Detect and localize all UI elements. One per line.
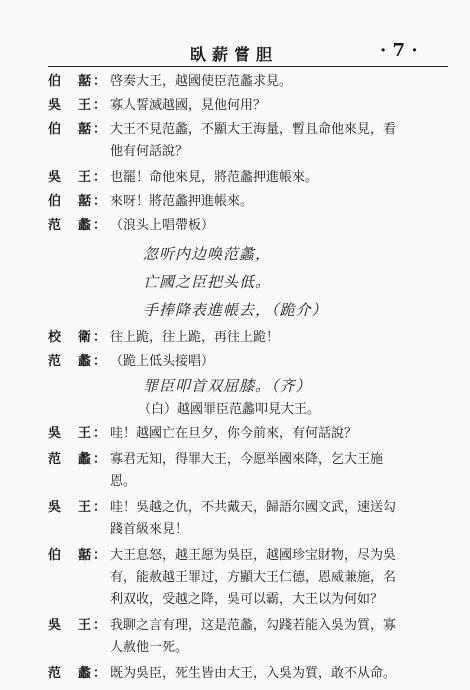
dialogue-text: 恩。 [110, 474, 137, 489]
lyric-text: 手捧降表進帳去，（跪介） [143, 301, 328, 319]
dialogue-text: 既为吳臣，死生皆由大王，入吳为質，敢不从命。 [110, 666, 397, 681]
lyric-text: 忽听内边唤范蠡， [143, 245, 272, 263]
dialogue-text: 有，能赦越王罪过，方顯大王仁德，恩威兼施，名 [110, 570, 397, 585]
speaker: 吳 王： [48, 426, 109, 441]
header-rule [48, 66, 448, 67]
dialogue-text: 往上跪，往上跪，再往上跪！ [110, 330, 280, 345]
dialogue-text: 哇！越國亡在旦夕，你今前來，有何話說？ [110, 426, 358, 441]
speaker: 吳 王： [48, 500, 109, 515]
dialogue-text: 也罷！命他來見，將范蠡押進帳來。 [110, 170, 319, 185]
running-title: 臥薪嘗胆 [190, 45, 279, 64]
dialogue-text: 他有何話說？ [110, 144, 189, 159]
speaker: 伯 嚭： [48, 194, 109, 209]
dialogue-text: （白）越國罪臣范蠡叩見大王。 [138, 402, 321, 417]
speaker: 范 蠡： [48, 218, 109, 233]
dialogue-text: 寡君无知，得罪大王，今愿举國來降，乞大王施 [110, 452, 384, 467]
dialogue-text: 啓奏大王，越國使臣范蠡求見。 [110, 74, 293, 89]
speaker: 校 衛： [48, 330, 109, 345]
speaker: 范 蠡： [48, 354, 109, 369]
speaker: 伯 嚭： [48, 548, 109, 563]
stage-direction: （浪头上唱帶板） [110, 218, 215, 233]
speaker: 伯 嚭： [48, 122, 109, 137]
dialogue-text: 來呀！將范蠡押進帳來。 [110, 194, 254, 209]
page-header [0, 40, 470, 68]
speaker: 范 蠡： [48, 666, 109, 681]
speaker: 吳 王： [48, 170, 109, 185]
dialogue-text: 利双收，受越之降，吳可以霸，大王以为何如？ [110, 592, 384, 607]
dialogue-text: 我聊之言有理，这是范蠡，勾踐若能入吳为質，寡 [110, 618, 397, 633]
dialogue-text: 哇！吳越之仇，不共戴天，歸語尔國文武，速送勾 [110, 500, 397, 515]
dialogue-text: 寡人誓滅越國，見他何用？ [110, 98, 267, 113]
speaker: 吳 王： [48, 98, 109, 113]
dialogue-text: 人赦他一死。 [110, 640, 189, 655]
dialogue-text: 踐首級來見！ [110, 522, 189, 537]
speaker: 吳 王： [48, 618, 109, 633]
page-number: · 7 · [380, 40, 418, 61]
stage-direction: （跪上低头接唱） [110, 354, 215, 369]
speaker: 范 蠡： [48, 452, 109, 467]
dialogue-text: 大王不見范蠡，不顯大王海量，暫且命他來見，看 [110, 122, 397, 137]
lyric-text: 罪臣叩首双屈膝。（齐） [143, 377, 312, 395]
speaker: 伯 嚭： [48, 74, 109, 89]
lyric-text: 亡國之臣把头低。 [143, 273, 272, 291]
dialogue-text: 大王息怒，越王愿为吳臣，越國珍宝財物，尽为吳 [110, 548, 397, 563]
